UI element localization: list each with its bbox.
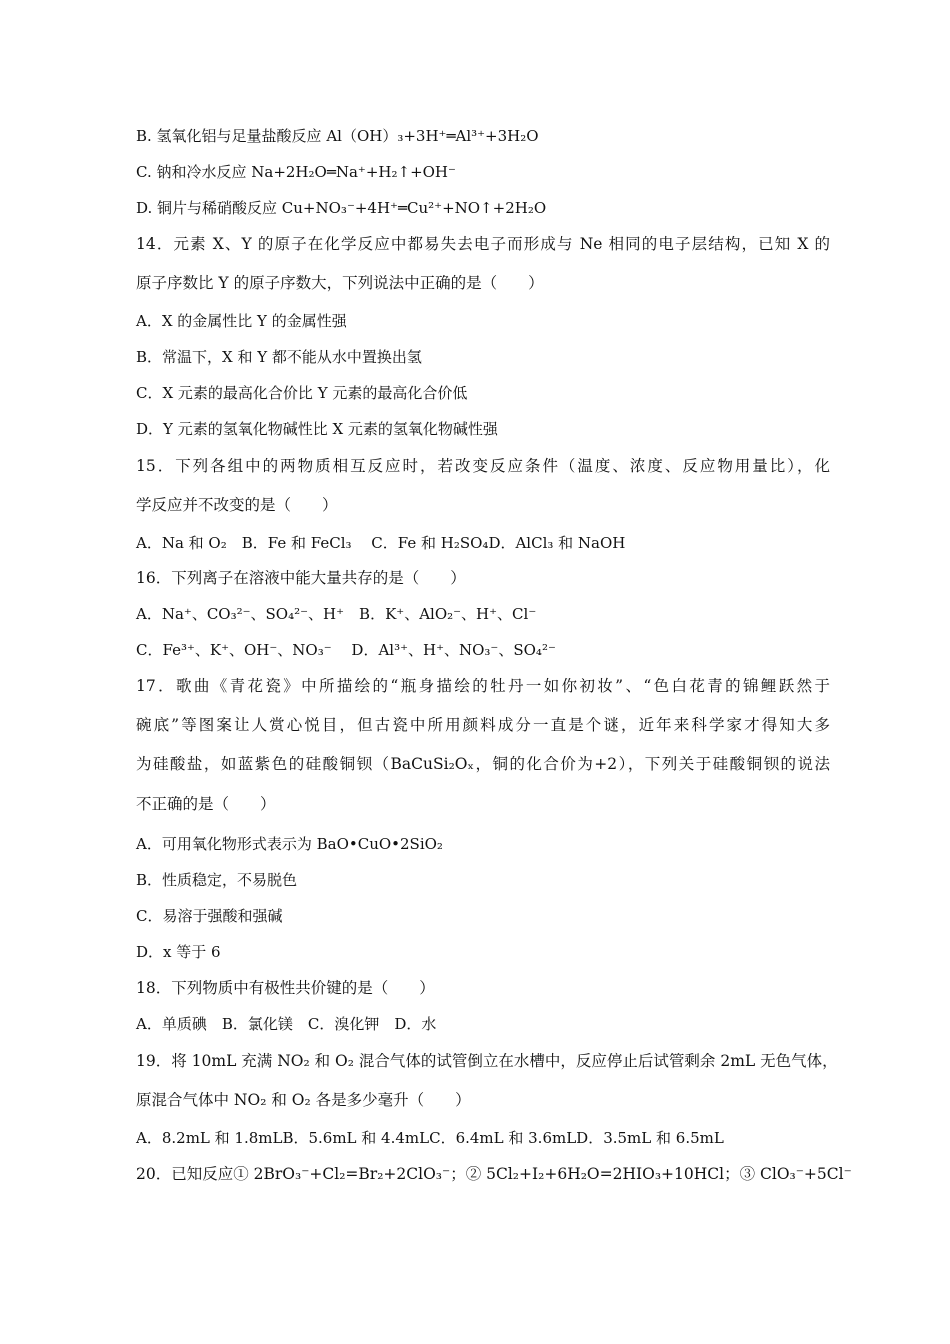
q13-option-d: D. 铜片与稀硝酸反应 Cu+NO₃⁻+4H⁺═Cu²⁺+NO↑+2H₂O <box>136 199 547 217</box>
q17-stem-line-2: 碗底”等图案让人赏心悦目，但古瓷中所用颜料成分一直是个谜，近年来科学家才得知大多 <box>136 716 830 734</box>
q15-options: A．Na 和 O₂ B．Fe 和 FeCl₃ C．Fe 和 H₂SO₄D．AlCl₃ 和 NaOH <box>136 534 626 552</box>
q14-option-a: A．X 的金属性比 Y 的金属性强 <box>136 312 347 330</box>
q17-option-a: A．可用氧化物形式表示为 BaO•CuO•2SiO₂ <box>136 835 443 853</box>
q14-option-c: C．X 元素的最高化合价比 Y 元素的最高化合价低 <box>136 384 468 402</box>
q18-options: A．单质碘 B．氯化镁 C．溴化钾 D．水 <box>136 1015 437 1033</box>
q17-stem-line-1: 17．歌曲《青花瓷》中所描绘的“瓶身描绘的牡丹一如你初妆”、“色白花青的锦鲤跃然于 <box>136 677 830 695</box>
q20-stem-line-1: 20．已知反应① 2BrO₃⁻+Cl₂=Br₂+2ClO₃⁻；② 5Cl₂+I₂+6H₂O=2HIO₃+10HCl；③ ClO₃⁻+5Cl⁻ <box>136 1165 852 1183</box>
q15-stem-line-2: 学反应并不改变的是（ ） <box>136 496 338 514</box>
q16-options-cd: C．Fe³⁺、K⁺、OH⁻、NO₃⁻ D．Al³⁺、H⁺、NO₃⁻、SO₄²⁻ <box>136 641 556 659</box>
q14-option-d: D．Y 元素的氢氧化物碱性比 X 元素的氢氧化物碱性强 <box>136 420 498 438</box>
q16-options-ab: A．Na⁺、CO₃²⁻、SO₄²⁻、H⁺ B．K⁺、AlO₂⁻、H⁺、Cl⁻ <box>136 605 537 623</box>
q18-stem: 18．下列物质中有极性共价键的是（ ） <box>136 979 435 997</box>
q19-stem-line-2: 原混合气体中 NO₂ 和 O₂ 各是多少毫升（ ） <box>136 1091 471 1109</box>
q19-stem-line-1: 19．将 10mL 充满 NO₂ 和 O₂ 混合气体的试管倒立在水槽中，反应停止后试管剩余 2mL 无色气体， <box>136 1052 838 1070</box>
q14-option-b: B．常温下，X 和 Y 都不能从水中置换出氢 <box>136 348 422 366</box>
q17-option-c: C．易溶于强酸和强碱 <box>136 907 283 925</box>
q17-option-b: B．性质稳定，不易脱色 <box>136 871 298 889</box>
q13-option-b: B. 氢氧化铝与足量盐酸反应 Al（OH）₃+3H⁺═Al³⁺+3H₂O <box>136 127 539 145</box>
q17-option-d: D．x 等于 6 <box>136 943 221 961</box>
q15-stem-line-1: 15．下列各组中的两物质相互反应时，若改变反应条件（温度、浓度、反应物用量比），化 <box>136 457 830 475</box>
q13-option-c: C. 钠和冷水反应 Na+2H₂O═Na⁺+H₂↑+OH⁻ <box>136 163 456 181</box>
q16-stem: 16．下列离子在溶液中能大量共存的是（ ） <box>136 569 466 587</box>
q17-stem-line-4: 不正确的是（ ） <box>136 795 276 813</box>
q19-options: A．8.2mL 和 1.8mLB．5.6mL 和 4.4mLC．6.4mL 和 3.6mLD．3.5mL 和 6.5mL <box>136 1129 724 1147</box>
q14-stem-line-2: 原子序数比 Y 的原子序数大，下列说法中正确的是（ ） <box>136 274 544 292</box>
q17-stem-line-3: 为硅酸盐，如蓝紫色的硅酸铜钡（BaCuSi₂Oₓ，铜的化合价为+2），下列关于硅酸铜钡的说法 <box>136 755 830 773</box>
q14-stem-line-1: 14．元素 X、Y 的原子在化学反应中都易失去电子而形成与 Ne 相同的电子层结构，已知 X 的 <box>136 235 830 253</box>
